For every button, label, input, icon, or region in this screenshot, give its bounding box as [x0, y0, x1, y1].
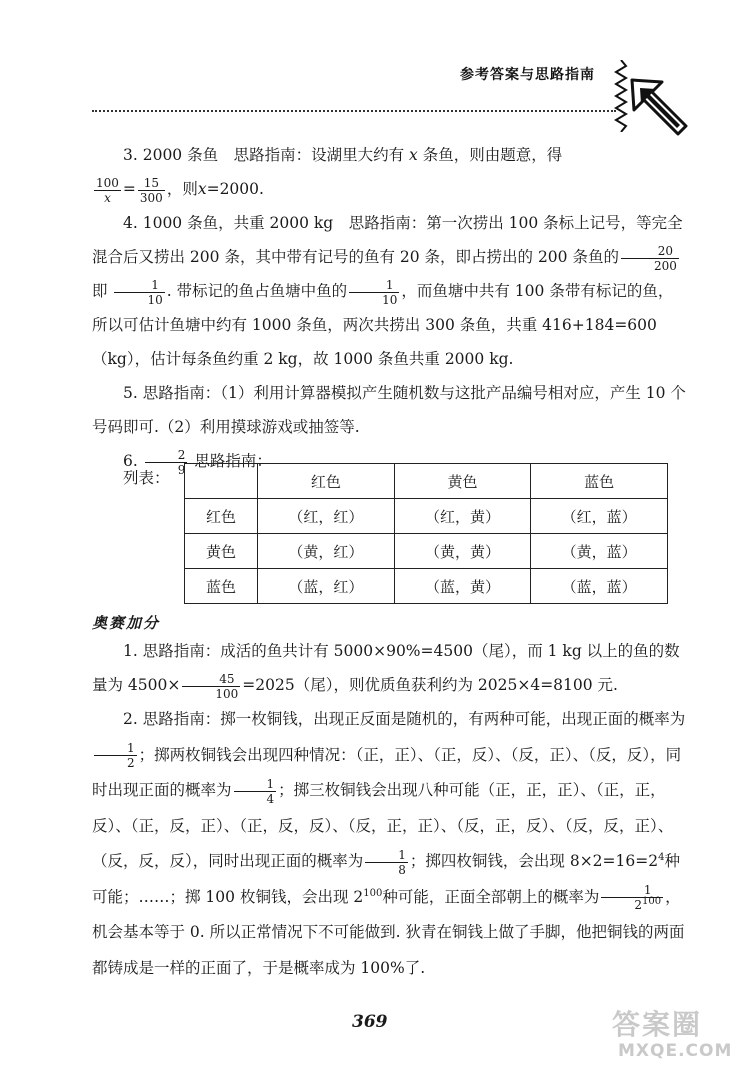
fraction-denominator: 4 [266, 791, 275, 806]
table-cell: （蓝，红） [258, 569, 395, 604]
table-row-header: 蓝色 [185, 569, 258, 604]
fraction [365, 848, 408, 877]
q3-var: x [197, 180, 207, 198]
main-content [92, 138, 688, 478]
outcome-table [184, 463, 668, 604]
watermark-url: MXQE.COM [618, 1041, 733, 1061]
watermark-logo [604, 1003, 744, 1065]
equals-sign: = [122, 180, 136, 198]
table-cell: （红，黄） [394, 499, 531, 534]
bonus2-text-d: ；掷四枚铜钱，会出现 8×2=16=2 [409, 852, 659, 870]
fraction [94, 176, 121, 205]
table-cell: （红，蓝） [531, 499, 668, 534]
table-header-cell: 蓝色 [531, 464, 668, 499]
table-row [185, 534, 668, 569]
table-cell: （红，红） [258, 499, 395, 534]
fraction-denominator: 10 [382, 292, 398, 307]
answer-3-equation [92, 172, 688, 206]
table-cell: （蓝，黄） [394, 569, 531, 604]
fraction-numerator: 1 [234, 777, 277, 792]
section-heading: 奥赛加分 [92, 614, 161, 632]
fraction-numerator: 1 [94, 741, 137, 756]
fraction-numerator: 45 [182, 672, 240, 687]
fraction [601, 883, 663, 912]
fraction-numerator: 1 [114, 278, 164, 293]
bonus2-text-g: ，机会基本等于 0. 所以正常情况下不可能做到. 狄青在铜钱上做了手脚，他把铜钱的两面都铸成是一样的正面了，于是概率成为 100%了. [92, 887, 685, 977]
fraction-numerator: 20 [621, 244, 679, 259]
exponent: 4 [658, 851, 665, 863]
header-title: 参考答案与思路指南 [460, 67, 595, 83]
table-row-header: 黄色 [185, 534, 258, 569]
section-content [92, 634, 688, 986]
fraction-denominator: 9 [177, 462, 186, 477]
bonus1-text-b: =2025（尾），则优质鱼获利约为 2025×4=8100 元. [242, 676, 618, 694]
fraction-denominator: 300 [139, 190, 163, 205]
fraction-denominator: 200 [653, 258, 677, 273]
q4-text-a: 4. 1000 条鱼，共重 2000 kg 思路指南：第一次捞出 100 条标上记号，等完全混合后又捞出 200 条，其中带有记号的鱼有 20 条，即占捞出的 200 条鱼的 [92, 214, 683, 266]
bonus2-text-b: ；掷两枚铜钱会出现四种情况：（正，正）、（正，反）、（反，正）、（反，反），同时出现正面的概率为 [92, 745, 682, 799]
fraction-numerator: 1 [365, 848, 408, 863]
q3-text-b: 条鱼，则由题意，得 [422, 146, 563, 164]
table-header-cell: 红色 [258, 464, 395, 499]
q3-text-c: ，则 [166, 180, 198, 198]
table-cell: （黄，蓝） [531, 534, 668, 569]
q6-text-b: 思路指南： [194, 452, 272, 470]
fraction-numerator: 2 [145, 448, 188, 463]
fraction [349, 278, 399, 307]
fraction [138, 176, 165, 205]
table-label: 列表： [123, 469, 170, 487]
table-row [185, 569, 668, 604]
table-row-header: 红色 [185, 499, 258, 534]
fraction-numerator: 1 [601, 883, 663, 898]
table-row [185, 499, 668, 534]
fraction-numerator: 100 [96, 175, 119, 190]
answer-3 [92, 138, 688, 172]
fraction-denominator: 100 [215, 686, 239, 701]
fraction-denominator: 8 [398, 862, 406, 877]
q4-text-b: 即 [92, 282, 108, 300]
watermark-text: 答案圈 [612, 1008, 703, 1041]
fraction [621, 244, 679, 273]
bonus2-text-f: 种可能，正面全部朝上的概率为 [382, 887, 600, 906]
q4-text-d: ，而鱼塘中共有 100 条带有标记的鱼，所以可估计鱼塘中约有 1000 条鱼，两次共捞出 300 条鱼，共重 416+184=600（kg），估计每条鱼约重 2 kg，故 1000 条鱼共重 2000 kg. [92, 282, 674, 368]
table-cell: （黄，红） [258, 534, 395, 569]
table-corner-cell [185, 464, 258, 499]
page-number: 369 [352, 1012, 388, 1032]
answer-5: 5. 思路指南：（1）利用计算器模拟产生随机数与这批产品编号相对应，产生 10 个号码即可.（2）利用摸球游戏或抽签等. [92, 384, 686, 436]
header-dotted-rule [92, 110, 616, 112]
bonus2-text-a: 2. 思路指南：掷一枚铜钱，出现正反面是随机的，有两种可能，出现正面的概率为 [123, 710, 686, 728]
bonus2-text-e: 种可能；……；掷 100 枚铜钱，会出现 2 [92, 852, 680, 906]
fraction [182, 672, 240, 701]
fraction-denominator: 2 [127, 756, 135, 770]
arrow-ornament-icon [628, 76, 690, 138]
q6-text-a: 6. [123, 452, 138, 470]
fraction-numerator: 15 [138, 176, 165, 191]
exponent: 100 [363, 887, 383, 899]
q3-var: x [409, 146, 418, 164]
table-header-cell: 黄色 [394, 464, 531, 499]
table-cell: （蓝，蓝） [531, 569, 668, 604]
q3-text-a: 3. 2000 条鱼 思路指南：设湖里大约有 [123, 146, 405, 164]
wave-ornament-icon [614, 60, 628, 132]
fraction [114, 278, 164, 307]
q3-text-d: =2000. [206, 180, 264, 198]
bonus1-text-a: 1. 思路指南：成活的鱼共计有 5000×90%=4500（尾），而 1 kg 以上的鱼的数量为 4500× [92, 642, 680, 694]
answer-4 [92, 206, 688, 376]
bonus-answer-1 [92, 634, 688, 702]
bonus-answer-2 [92, 702, 688, 986]
bonus2-text-c: ；掷三枚铜钱会出现八种可能（正，正，正）、（正，正，反）、（正，反，正）、（正，反，反）、（反，正，正）、（反，正，反）、（反，反，正）、（反，反，反），同时出现正面的概率为 [92, 781, 674, 870]
table-cell: （黄，黄） [394, 534, 531, 569]
q4-text-c: . 带标记的鱼占鱼塘中鱼的 [166, 282, 348, 300]
fraction-denominator: 10 [147, 292, 163, 307]
fraction-denominator: x [104, 190, 111, 205]
fraction-denominator: $2^{100}$ [634, 896, 662, 912]
fraction-numerator: 1 [349, 278, 399, 293]
table-header-row [185, 464, 668, 499]
fraction [234, 777, 277, 806]
fraction [94, 741, 137, 770]
